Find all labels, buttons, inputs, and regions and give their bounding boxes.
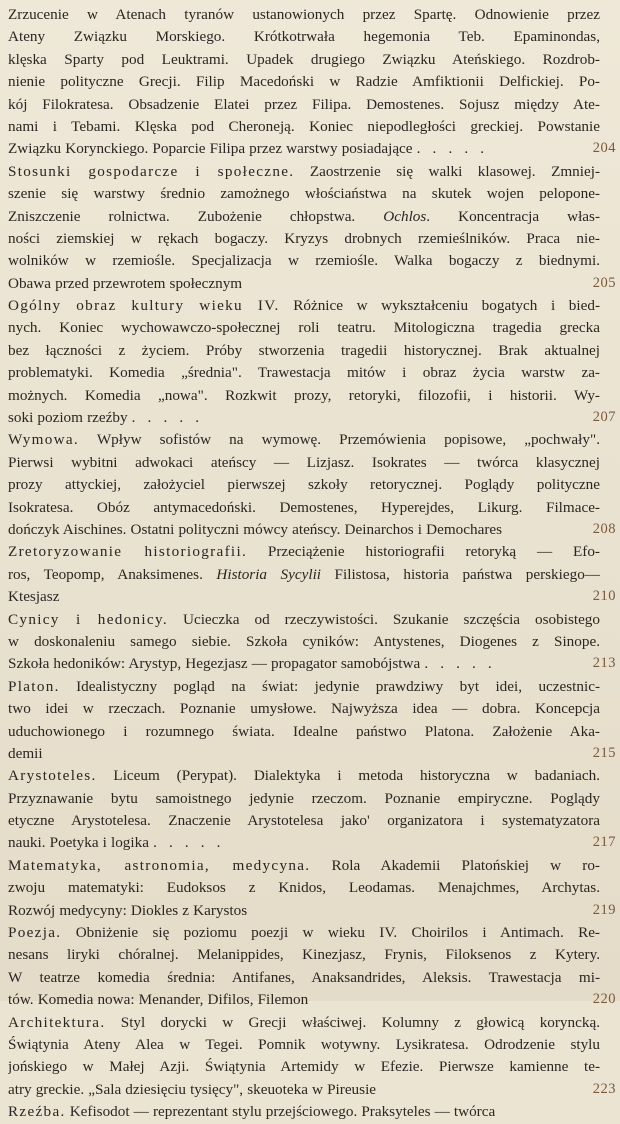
italic-term: Ochlos [383, 207, 427, 225]
entry-first-line [8, 922, 600, 944]
entry-line: w doskonaleniu samego siebie. Szkoła cyników: Antystenes, Diogenes z Sinope. [8, 632, 600, 650]
entry-line-text: Idealistyczny pogląd na świat: jedynie prawdziwy byt idei, uczestnic- [59, 677, 600, 695]
toc-entry [8, 609, 600, 676]
entry-line-text: Związku Korynckiego. Poparcie Filipa przez warstwy posiadające [8, 140, 413, 158]
page-number: 219 [592, 901, 616, 918]
dot-leader: . . . . . [131, 409, 204, 427]
entry-line: Zrzucenie w Atenach tyranów ustanowionych przez Spartę. Odnowienie przez [8, 6, 600, 23]
entry-first-line [8, 855, 600, 877]
toc-entry [8, 676, 600, 766]
entry-first-line [8, 765, 600, 787]
page-number: 217 [592, 834, 616, 851]
entry-first-line [8, 295, 600, 317]
entry-heading: Zretoryzowanie historiografii. [8, 543, 248, 561]
entry-heading: Cynicy i hedonicy. [8, 610, 168, 628]
entry-last-line [8, 743, 600, 765]
entry-line: two idei w rzeczach. Poznanie umysłowe. Najwyższa idea — dobra. Koncepcja [8, 700, 600, 718]
entry-heading: Platon. [8, 677, 60, 695]
toc-entry [8, 161, 600, 295]
entry-line: problematyki. Komedia „średnia". Trawestacja mitów i obraz życia warstw za- [8, 364, 600, 382]
entry-line-text: Przeciążenie historiografii retoryką — Efo- [247, 543, 600, 561]
page-number: 220 [592, 991, 616, 1008]
entry-heading: Ogólny obraz kultury wieku IV. [8, 297, 280, 315]
page-number: 207 [592, 409, 616, 426]
toc-entry [8, 1012, 600, 1102]
toc-entry [8, 1101, 600, 1123]
entry-line: prozy attyckiej, założyciel pierwszej szkoły retorycznej. Poglądy polityczne [8, 476, 600, 494]
page-number: 205 [592, 274, 616, 291]
entry-line-text: dończyk Aischines. Ostatni polityczni mówcy ateńscy. Deinarchos i Demochares [8, 520, 503, 538]
entry-line-text: Kefisodot — reprezentant stylu przejściowego. Praksyteles — twórca [65, 1103, 496, 1121]
dot-leader: . . . . . [424, 655, 496, 673]
entry-line: nesans liryki chóralnej. Melanippides, Kinezjasz, Frynis, Filoksenos z Kytery. [8, 946, 600, 964]
entry-first-line [8, 676, 600, 698]
entry-line: możnych. Komedia „nowa". Rozkwit prozy, retoryki, filozofii, i historii. Wy- [8, 386, 600, 404]
entry-line-text: Obniżenie się poziomu poezji w wieku IV. Choirilos i Antimach. Re- [61, 924, 600, 942]
entry-first-line [8, 1101, 600, 1123]
entry-last-line [8, 138, 600, 160]
entry-line: zwoju matematyki: Eudoksos z Knidos, Leodamas. Menajchmes, Archytas. [8, 879, 600, 897]
entry-line-text: Szkoła hedoników: Arystyp, Hegezjasz — propagator samobójstwa [8, 655, 421, 673]
entry-last-line [8, 653, 600, 675]
entry-first-line [8, 609, 600, 631]
entry-line-text: Rozwój medycyny: Diokles z Karystos [8, 901, 248, 919]
toc-entry [8, 541, 600, 608]
entry-line-text: Zaostrzenie się walki klasowej. Zmniej- [294, 162, 600, 180]
toc-entry [8, 765, 600, 855]
entry-line-text: nauki. Poetyka i logika [8, 834, 149, 852]
page-number: 210 [592, 588, 616, 605]
entry-last-line [8, 989, 600, 1011]
entry-line: szenie się warstwy średnio zamożnego włościaństwa na skutek wojen pelopone- [8, 185, 600, 203]
entry-line: W teatrze komedia średnia: Antifanes, Anaksandrides, Aleksis. Trawestacja mi- [8, 968, 600, 986]
entry-last-line [8, 586, 600, 608]
entry-line: nami i Tebami. Klęska pod Cheroneją. Koniec niepodległości greckiej. Powstanie [8, 117, 600, 135]
entry-line-text: demii [8, 744, 43, 762]
entry-heading: Stosunki gospodarcze i społeczne. [8, 162, 295, 180]
entry-line: Zniszczenie rolnictwa. Zubożenie chłopstwa. Ochlos. Koncentracja włas- [8, 207, 600, 225]
entry-line: etyczne Arystotelesa. Znaczenie Arystotelesa jako' organizatora i systematyzatora [8, 812, 600, 830]
entry-line-text: Wpływ sofistów na wymowę. Przemówienia popisowe, „pochwały". [79, 431, 600, 449]
entry-line-text: Styl dorycki w Grecji właściwej. Kolumny z głowicą koryncką. [105, 1013, 600, 1031]
entry-line: jońskiego w Małej Azji. Świątynia Artemidy w Efezie. Pierwsze kamienne te- [8, 1058, 600, 1076]
entry-line: kój Filokratesa. Obsadzenie Elatei przez Filipa. Demostenes. Sojusz między Ate- [8, 95, 600, 113]
toc-entry [8, 4, 600, 161]
entry-last-line [8, 273, 600, 295]
page-number: 213 [592, 655, 616, 672]
entry-line-text: atry greckie. „Sala dziesięciu tysięcy", skeuoteka w Pireusie [8, 1080, 377, 1098]
entry-heading: Wymowa. [8, 431, 80, 449]
entry-line-text: Ucieczka od rzeczywistości. Szukanie szczęścia osobistego [167, 610, 600, 628]
toc-entry [8, 922, 600, 1012]
italic-term: Historia Sycylii [216, 565, 322, 583]
entry-first-line [8, 1012, 600, 1034]
entry-last-line [8, 1079, 600, 1101]
dot-leader: . . . . . [416, 140, 489, 158]
entry-line: Świątynia Ateny Alea w Tegei. Pomnik wotywny. Lysikratesa. Odrodzenie stylu [8, 1035, 600, 1053]
entry-line: nych. Koniec wychowawczo-społecznej roli teatru. Mitologiczna tragedia grecka [8, 319, 600, 337]
entry-line: ności ziemskiej w rękach bogaczy. Kryzys drobnych rzemieślników. Praca nie- [8, 229, 600, 247]
entry-heading: Poezja. [8, 924, 62, 942]
entry-last-line [8, 519, 600, 541]
entry-first-line [8, 429, 600, 451]
entry-line-text: Obawa przed przewrotem społecznym [8, 274, 243, 292]
entry-last-line [8, 900, 600, 922]
entry-line-text: tów. Komedia nowa: Menander, Difilos, Filemon [8, 991, 309, 1009]
entry-line-text: Różnice w wykształceniu bogatych i bied- [279, 297, 600, 315]
entry-line-text: Liceum (Perypat). Dialektyka i metoda historyczna w badaniach. [96, 767, 600, 785]
entry-line: klęska Sparty pod Leuktrami. Upadek drugiego Związku Ateńskiego. Rozdrob- [8, 50, 600, 68]
toc-entry [8, 429, 600, 541]
page-number: 223 [592, 1080, 616, 1097]
entry-line: nienie polityczne Grecji. Filip Macedoński w Radzie Amfiktionii Delfickiej. Po- [8, 73, 600, 91]
entry-heading: Matematyka, astronomia, medycyna. [8, 856, 311, 874]
page-number: 208 [592, 520, 616, 537]
entry-line: ros, Teopomp, Anaksimenes. Historia Sycylii Filistosa, historia państwa perskiego— [8, 565, 600, 583]
entry-heading: Rzeźba. [8, 1103, 66, 1121]
entry-line-text: soki poziom rzeźby [8, 409, 128, 427]
toc-entry [8, 295, 600, 429]
entry-first-line [8, 161, 600, 183]
entry-last-line [8, 832, 600, 854]
entry-line: wolników w rzemiośle. Specjalizacja w rzemiośle. Walka bogaczy z biednymi. [8, 252, 600, 270]
entry-line-text: Ktesjasz [8, 588, 60, 606]
entry-line: Przyznawanie bytu samoistnego jedynie rzeczom. Poznanie empiryczne. Poglądy [8, 789, 600, 807]
entry-line: uduchowionego i rozumnego świata. Idealne państwo Platona. Założenie Aka- [8, 722, 600, 740]
entry-last-line [8, 407, 600, 429]
page-number: 215 [592, 744, 616, 761]
entry-line: bez łączności z życiem. Próby stworzenia tragedii historycznej. Brak aktualnej [8, 341, 600, 359]
entry-heading: Arystoteles. [8, 767, 97, 785]
entry-first-line [8, 541, 600, 563]
entry-line: Pierwsi wybitni adwokaci ateńscy — Lizjasz. Isokrates — twórca klasycznej [8, 453, 600, 471]
entry-heading: Architektura. [8, 1013, 106, 1031]
entry-line: Ateny Związku Morskiego. Krótkotrwała hegemonia Teb. Epaminondas, [8, 28, 600, 46]
page-number: 204 [592, 140, 616, 157]
toc-entry [8, 855, 600, 922]
entry-line-text: Rola Akademii Platońskiej w ro- [310, 856, 600, 874]
entry-line: Isokratesa. Obóz antymacedoński. Demostenes, Hyperejdes, Likurg. Filmace- [8, 498, 600, 516]
dot-leader: . . . . . [153, 834, 225, 852]
